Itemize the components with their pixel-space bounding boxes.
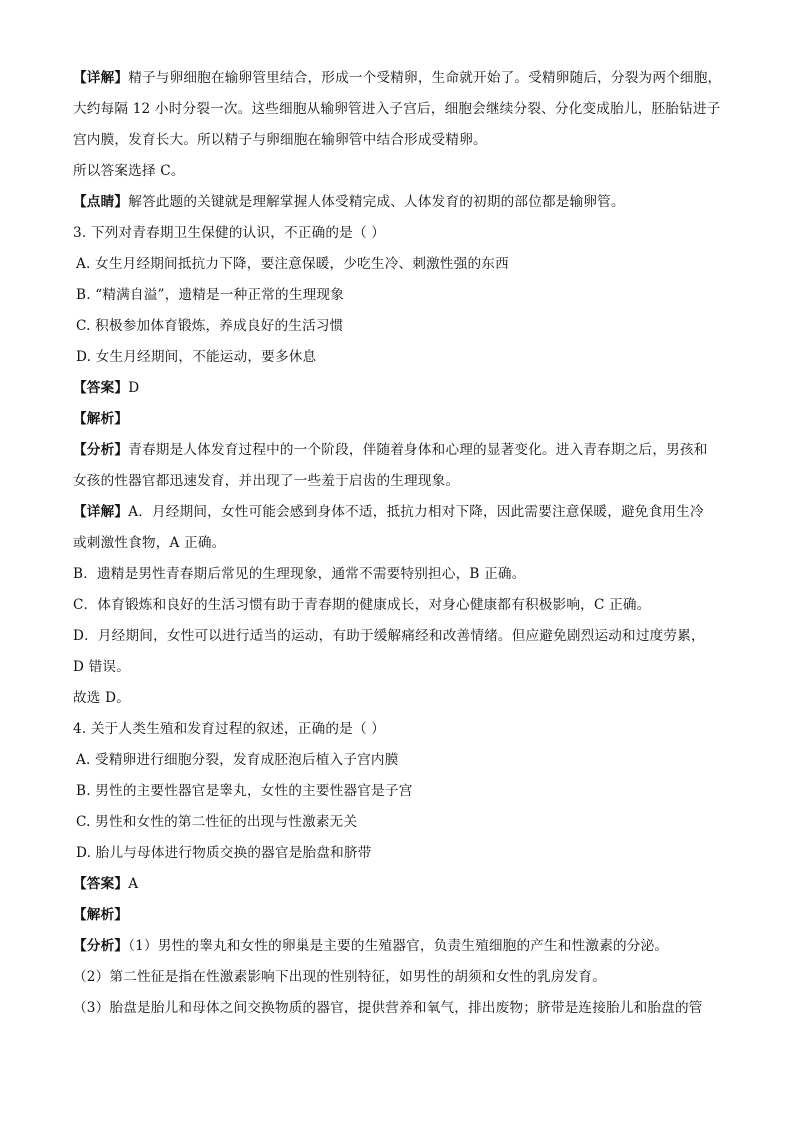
q3-analysis-text-1: 青春期是人体发育过程中的一个阶段，伴随着身体和心理的显著变化。进入青春期之后，男孩和 [128,442,708,458]
q2-detail-line-2: 大约每隔 12 小时分裂一次。这些细胞从输卵管进入子宫后，细胞会继续分裂、分化变成胎儿，胚胎钻进子 [73,101,721,117]
q3-option-b: B. “精满自溢”，遗精是一种正常的生理现象 [76,287,345,303]
q4-option-d: D. 胎儿与母体进行物质交换的器官是胎盘和脐带 [76,845,372,861]
q3-detail-line-5: D．月经期间，女性可以进行适当的运动，有助于缓解痛经和改善情绪。但应避免剧烈运动和过度劳累， [73,628,705,644]
q3-detail-line-4: C．体育锻炼和良好的生活习惯有助于青春期的健康成长，对身心健康都有积极影响，C 正确。 [73,597,651,613]
q3-stem: 3. 下列对青春期卫生保健的认识，不正确的是（ ） [73,225,386,241]
q4-option-c: C. 男性和女性的第二性征的出现与性激素无关 [76,814,358,830]
q3-option-a: A. 女生月经期间抵抗力下降，要注意保暖，少吃生冷、刺激性强的东西 [76,256,509,272]
q2-comment [73,187,736,218]
q3-analysis-sub-tag: 【分析】 [73,442,129,458]
q3-detail-line-3: B．遗精是男性青春期后常见的生理现象，通常不需要特别担心，B 正确。 [73,566,526,582]
q4-option-b: B. 男性的主要性器官是睾丸，女性的主要性器官是子宫 [76,783,413,799]
q4-analysis-line-1 [73,931,736,962]
q2-comment-text: 解答此题的关键就是理解掌握人体受精完成、人体发育的初期的部位都是输卵管。 [128,194,625,210]
q2-detail-line-3: 宫内膜，发育长大。所以精子与卵细胞在输卵管中结合形成受精卵。 [73,132,487,148]
q4-answer-tag: 【答案】 [73,876,129,892]
q3-analysis-line-2: 女孩的性器官都迅速发育，并出现了一些羞于启齿的生理现象。 [73,473,460,489]
q4-stem: 4. 关于人类生殖和发育过程的叙述，正确的是（ ） [73,721,386,737]
q3-option-c: C. 积极参加体育锻炼，养成良好的生活习惯 [76,318,344,334]
q2-detail-line-1 [73,63,736,94]
q3-option-d: D. 女生月经期间，不能运动，要多休息 [76,349,317,365]
q2-conclusion: 所以答案选择 C。 [73,163,185,179]
q3-analysis-heading [73,404,736,435]
q3-detail-line-2: 或刺激性食物，A 正确。 [73,535,226,551]
q3-detail-text-1: A．月经期间，女性可能会感到身体不适，抵抗力相对下降，因此需要注意保暖，避免食用生冷 [128,504,704,520]
q3-detail-line-1 [73,497,736,528]
q4-analysis-tag: 【解析】 [73,907,129,923]
q2-comment-tag: 【点睛】 [73,194,129,210]
q3-analysis-line-1 [73,435,736,466]
q2-detail-tag: 【详解】 [73,70,129,86]
q3-answer-tag: 【答案】 [73,380,129,396]
q3-answer-value: D [128,380,140,396]
q4-analysis-line-2: （2）第二性征是指在性激素影响下出现的性别特征，如男性的胡须和女性的乳房发育。 [73,969,607,985]
q4-analysis-sub-tag: 【分析】 [73,938,129,954]
q4-analysis-text-1: （1）男性的睾丸和女性的卵巢是主要的生殖器官，负责生殖细胞的产生和性激素的分泌。 [128,938,669,954]
q3-detail-line-7: 故选 D。 [73,690,131,706]
q3-analysis-tag: 【解析】 [73,411,129,427]
q3-answer [73,373,736,404]
q2-detail-text-1: 精子与卵细胞在输卵管里结合，形成一个受精卵，生命就开始了。受精卵随后，分裂为两个细胞， [128,70,722,86]
q4-analysis-heading [73,900,736,931]
q4-answer [73,869,736,900]
q4-answer-value: A [128,876,139,892]
q4-option-a: A. 受精卵进行细胞分裂，发育成胚泡后植入子宫内膜 [76,752,399,768]
q3-detail-tag: 【详解】 [73,504,129,520]
q4-analysis-line-3: （3）胎盘是胎儿和母体之间交换物质的器官，提供营养和氧气，排出废物；脐带是连接胎儿和胎盘的管 [73,1000,703,1016]
q3-detail-line-6: D 错误。 [73,659,131,675]
